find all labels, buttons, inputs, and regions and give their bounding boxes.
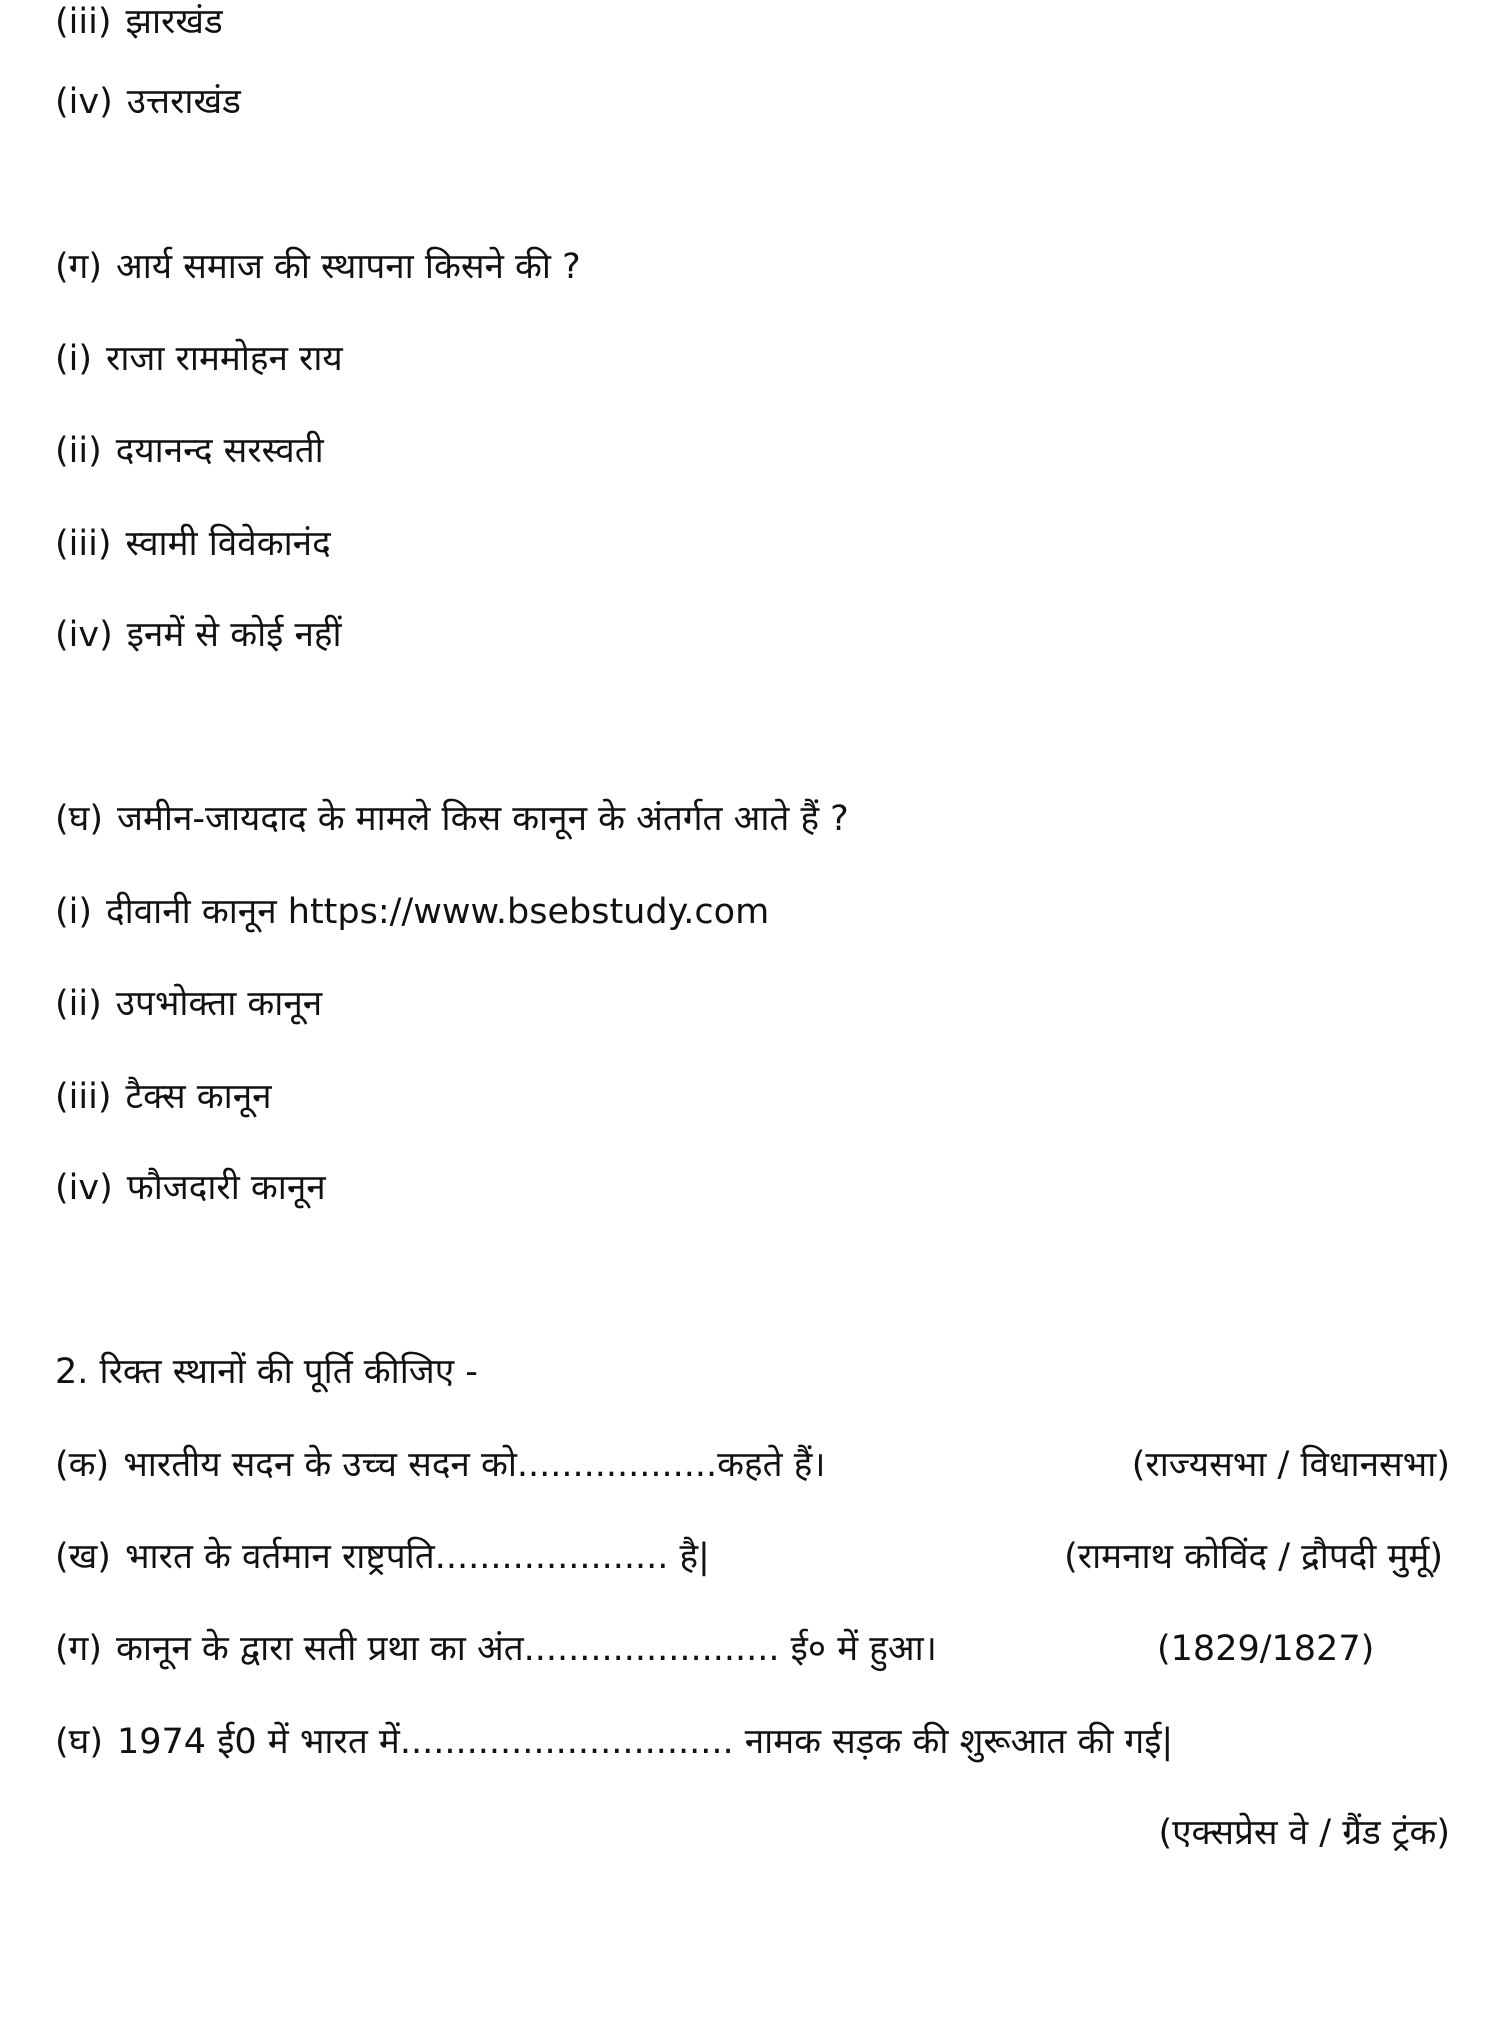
item-text: 1974 ई0 में भारत में.............................. नामक सड़क की शुरूआत की गई| (117, 1722, 1174, 1762)
fill-blank-kha-choices: (रामनाथ कोविंद / द्रौपदी मुर्मू) (1064, 1537, 1443, 1577)
option-label: (ii) (55, 984, 102, 1024)
fill-blank-gha-choices: (एक्सप्रेस वे / ग्रैंड ट्रंक) (1158, 1813, 1450, 1853)
option-iii-prev (55, 0, 223, 44)
question-ga-option-i (55, 337, 343, 381)
fill-blank-ka-choices: (राज्यसभा / विधानसभा) (1131, 1445, 1450, 1485)
item-text: भारतीय सदन के उच्च सदन को..................कहते हैं। (123, 1445, 826, 1485)
option-label: (iv) (55, 615, 113, 655)
item-text: कानून के द्वारा सती प्रथा का अंत....................... ई० में हुआ। (116, 1629, 937, 1669)
question-text: आर्य समाज की स्थापना किसने की ? (116, 247, 581, 287)
option-text: उत्तराखंड (126, 82, 241, 122)
item-label: (घ) (55, 1722, 103, 1762)
section2-heading: 2. रिक्त स्थानों की पूर्ति कीजिए - (55, 1352, 478, 1392)
question-ga-option-iii (55, 522, 331, 566)
question-gha-option-iii (55, 1075, 272, 1119)
option-label: (iv) (55, 1168, 113, 1208)
option-text: इनमें से कोई नहीं (126, 615, 342, 655)
question-ga-option-iv (55, 613, 342, 657)
question-gha-option-i (55, 890, 769, 934)
fill-blank-ga-choices: (1829/1827) (1157, 1629, 1375, 1669)
question-label: (घ) (55, 799, 103, 839)
option-text: दयानन्द सरस्वती (115, 431, 324, 471)
option-text: उपभोक्ता कानून (115, 984, 323, 1024)
item-label: (क) (55, 1445, 110, 1485)
question-label: (ग) (55, 247, 103, 287)
option-label: (i) (55, 892, 93, 932)
fill-blank-gha (55, 1720, 1173, 1764)
option-label: (iii) (55, 524, 112, 564)
question-gha-option-ii (55, 982, 322, 1026)
option-label: (iv) (55, 82, 113, 122)
question-ga-option-ii (55, 429, 324, 473)
item-label: (ख) (55, 1537, 111, 1577)
question-gha-option-iv (55, 1166, 326, 1210)
question-gha (55, 797, 849, 841)
option-iv-prev (55, 80, 241, 124)
option-label: (iii) (55, 1077, 112, 1117)
fill-blank-kha (55, 1535, 710, 1579)
item-label: (ग) (55, 1629, 103, 1669)
option-text: फौजदारी कानून (126, 1168, 326, 1208)
option-text: झारखंड (125, 2, 223, 42)
option-text: स्वामी विवेकानंद (125, 524, 331, 564)
option-label: (iii) (55, 2, 112, 42)
option-label: (ii) (55, 431, 102, 471)
fill-blank-ka (55, 1443, 826, 1487)
item-text: भारत के वर्तमान राष्ट्रपति..................... है| (124, 1537, 710, 1577)
option-label: (i) (55, 339, 93, 379)
question-ga (55, 245, 581, 289)
option-text: दीवानी कानून https://www.bsebstudy.com (106, 892, 770, 932)
question-text: जमीन-जायदाद के मामले किस कानून के अंतर्गत आते हैं ? (117, 799, 849, 839)
option-text: टैक्स कानून (125, 1077, 272, 1117)
fill-blank-ga (55, 1627, 937, 1671)
option-text: राजा राममोहन राय (106, 339, 343, 379)
